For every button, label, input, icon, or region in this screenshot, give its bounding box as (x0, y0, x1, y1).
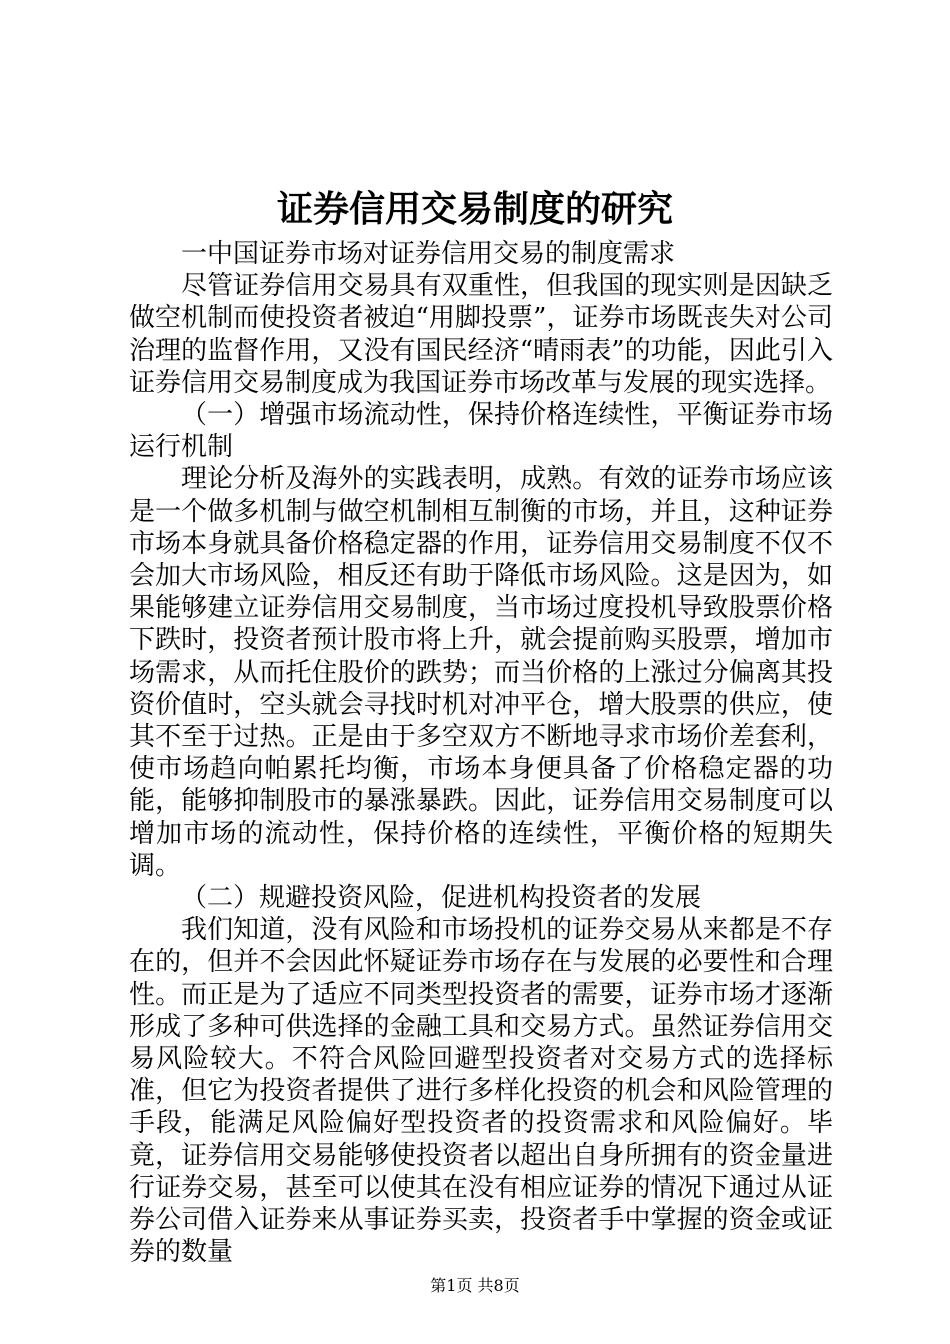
page-number-footer: 第1页 共8页 (430, 1276, 520, 1295)
paragraph-intro: 尽管证券信用交易具有双重性，但我国的现实则是因缺乏做空机制而使投资者被迫“用脚投票”，证券市场既丧失对公司治理的监督作用，又没有国民经济“晴雨表”的功能，因此引入证券信用交易制度成为我国证券市场改革与发展的现实选择。 (129, 271, 833, 398)
paragraph-risk: 我们知道，没有风险和市场投机的证券交易从来都是不存在的，但并不会因此怀疑证券市场存在与发展的必要性和合理性。而正是为了适应不同类型投资者的需要，证券市场才逐渐形成了多种可供选择的金融工具和交易方式。虽然证券信用交易风险较大。不符合风险回避型投资者对交易方式的选择标准，但它为投资者提供了进行多样化投资的机会和风险管理的手段，能满足风险偏好型投资者的投资需求和风险偏好。毕竟，证券信用交易能够使投资者以超出自身所拥有的资金量进行证券交易，甚至可以使其在没有相应证券的情况下通过从证券公司借入证券来从事证券买卖，投资者手中掌握的资金或证券的数量 (129, 915, 833, 1268)
document-title: 证券信用交易制度的研究 (276, 188, 673, 230)
subsection-heading-risk: （二）规避投资风险，促进机构投资者的发展 (181, 883, 702, 914)
document-body (129, 238, 833, 1269)
section-heading-demand: 一中国证券市场对证券信用交易的制度需求 (181, 239, 676, 269)
paragraph-liquidity: 理论分析及海外的实践表明，成熟。有效的证券市场应该是一个做多机制与做空机制相互制衡的市场，并且，这种证券市场本身就具备价格稳定器的作用，证券信用交易制度不仅不会加大市场风险，相反还有助于降低市场风险。这是因为，如果能够建立证券信用交易制度，当市场过度投机导致股票价格下跌时，投资者预计股市将上升，就会提前购买股票，增加市场需求，从而托住股价的跌势；而当价格的上涨过分偏离其投资价值时，空头就会寻找时机对冲平仓，增大股票的供应，使其不至于过热。正是由于多空双方不断地寻求市场价差套利，使市场趋向帕累托均衡，市场本身便具备了价格稳定器的功能，能够抑制股市的暴涨暴跌。因此，证券信用交易制度可以增加市场的流动性，保持价格的连续性，平衡价格的短期失调。 (129, 464, 833, 881)
subsection-heading-liquidity: （一）增强市场流动性，保持价格连续性，平衡证券市场运行机制 (129, 400, 833, 463)
